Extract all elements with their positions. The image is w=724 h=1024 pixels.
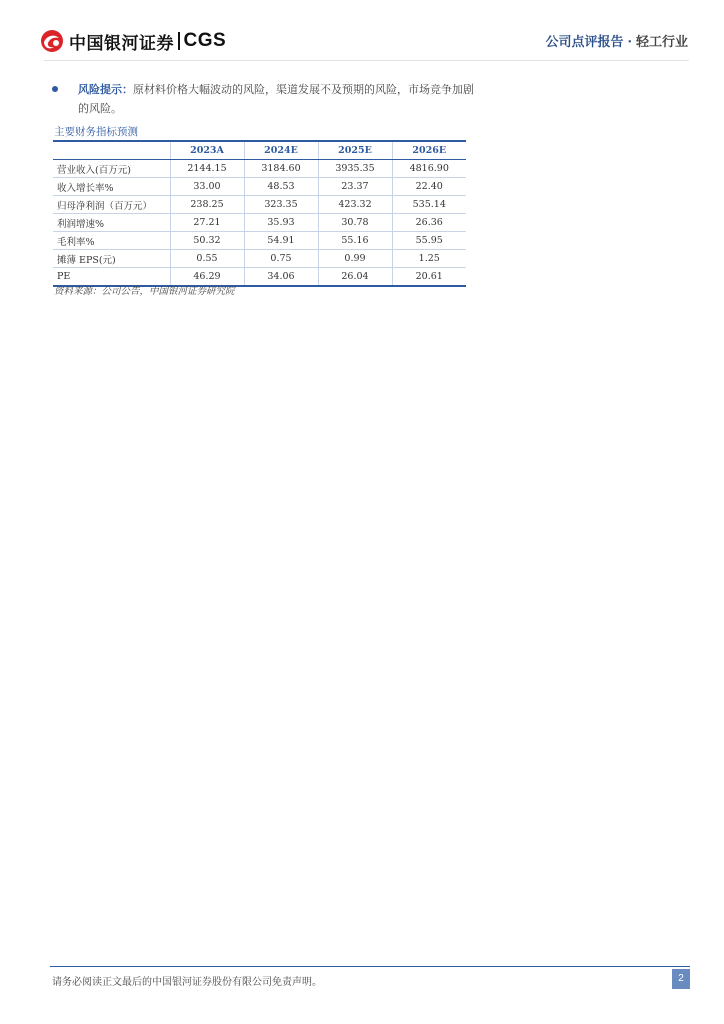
table-cell: 22.40 (392, 178, 466, 196)
table-row (53, 232, 466, 250)
table-cell: 323.35 (244, 196, 318, 214)
risk-label: 风险提示： (78, 83, 133, 96)
footer-disclaimer: 请务必阅读正文最后的中国银河证券股份有限公司免责声明。 (52, 977, 322, 988)
row-label: 摊薄 EPS(元) (53, 250, 170, 268)
table-row (53, 196, 466, 214)
table-row (53, 214, 466, 232)
risk-paragraph (78, 80, 475, 118)
header-divider (44, 60, 689, 61)
table-cell: 50.32 (170, 232, 244, 250)
table-cell: 0.55 (170, 250, 244, 268)
page-number: 2 (672, 969, 690, 989)
report-type: 公司点评报告 (545, 35, 624, 50)
logo-chinese-name: 中国银河证券 (69, 33, 174, 54)
table-cell: 1.25 (392, 250, 466, 268)
row-label: PE (53, 268, 170, 287)
cgs-logo-icon (40, 29, 64, 53)
header-separator: · (627, 35, 632, 50)
row-label: 利润增速% (53, 214, 170, 232)
row-label: 收入增长率% (53, 178, 170, 196)
financial-forecast-table (53, 140, 466, 287)
table-title: 主要财务指标预测 (54, 126, 138, 138)
logo-divider (178, 32, 180, 50)
row-label: 营业收入(百万元) (53, 160, 170, 178)
table-cell: 46.29 (170, 268, 244, 287)
table-row (53, 178, 466, 196)
row-label: 毛利率% (53, 232, 170, 250)
table-cell: 0.99 (318, 250, 392, 268)
table-cell: 0.75 (244, 250, 318, 268)
report-category (545, 31, 688, 50)
table-header-cell: 2024E (244, 141, 318, 160)
table-cell: 54.91 (244, 232, 318, 250)
table-cell: 55.95 (392, 232, 466, 250)
table-cell: 26.04 (318, 268, 392, 287)
row-label: 归母净利润（百万元） (53, 196, 170, 214)
table-header-cell (53, 141, 170, 160)
table-header-cell: 2023A (170, 141, 244, 160)
table-cell: 27.21 (170, 214, 244, 232)
table-cell: 423.32 (318, 196, 392, 214)
table-row (53, 160, 466, 178)
risk-body: 原材料价格大幅波动的风险，渠道发展不及预期的风险，市场竞争加剧的风险。 (78, 83, 474, 115)
table-cell: 20.61 (392, 268, 466, 287)
table-cell: 34.06 (244, 268, 318, 287)
table-source-note: 资料来源：公司公告，中国银河证券研究院 (54, 286, 235, 297)
table-row (53, 250, 466, 268)
table-cell: 26.36 (392, 214, 466, 232)
table-cell: 48.53 (244, 178, 318, 196)
table-cell: 33.00 (170, 178, 244, 196)
table-cell: 238.25 (170, 196, 244, 214)
table-header-row (53, 141, 466, 160)
industry-label: 轻工行业 (635, 35, 688, 50)
page-header (0, 0, 724, 70)
table-cell: 23.37 (318, 178, 392, 196)
table-cell: 3184.60 (244, 160, 318, 178)
bullet-icon (52, 86, 58, 92)
risk-warning (55, 80, 475, 118)
table-cell: 535.14 (392, 196, 466, 214)
table-header-cell: 2026E (392, 141, 466, 160)
table-cell: 4816.90 (392, 160, 466, 178)
table-cell: 30.78 (318, 214, 392, 232)
table-cell: 2144.15 (170, 160, 244, 178)
footer-divider (50, 966, 690, 967)
table-cell: 3935.35 (318, 160, 392, 178)
table-cell: 55.16 (318, 232, 392, 250)
company-logo (40, 28, 226, 54)
logo-english-name: CGS (183, 30, 227, 51)
table-header-cell: 2025E (318, 141, 392, 160)
table-cell: 35.93 (244, 214, 318, 232)
